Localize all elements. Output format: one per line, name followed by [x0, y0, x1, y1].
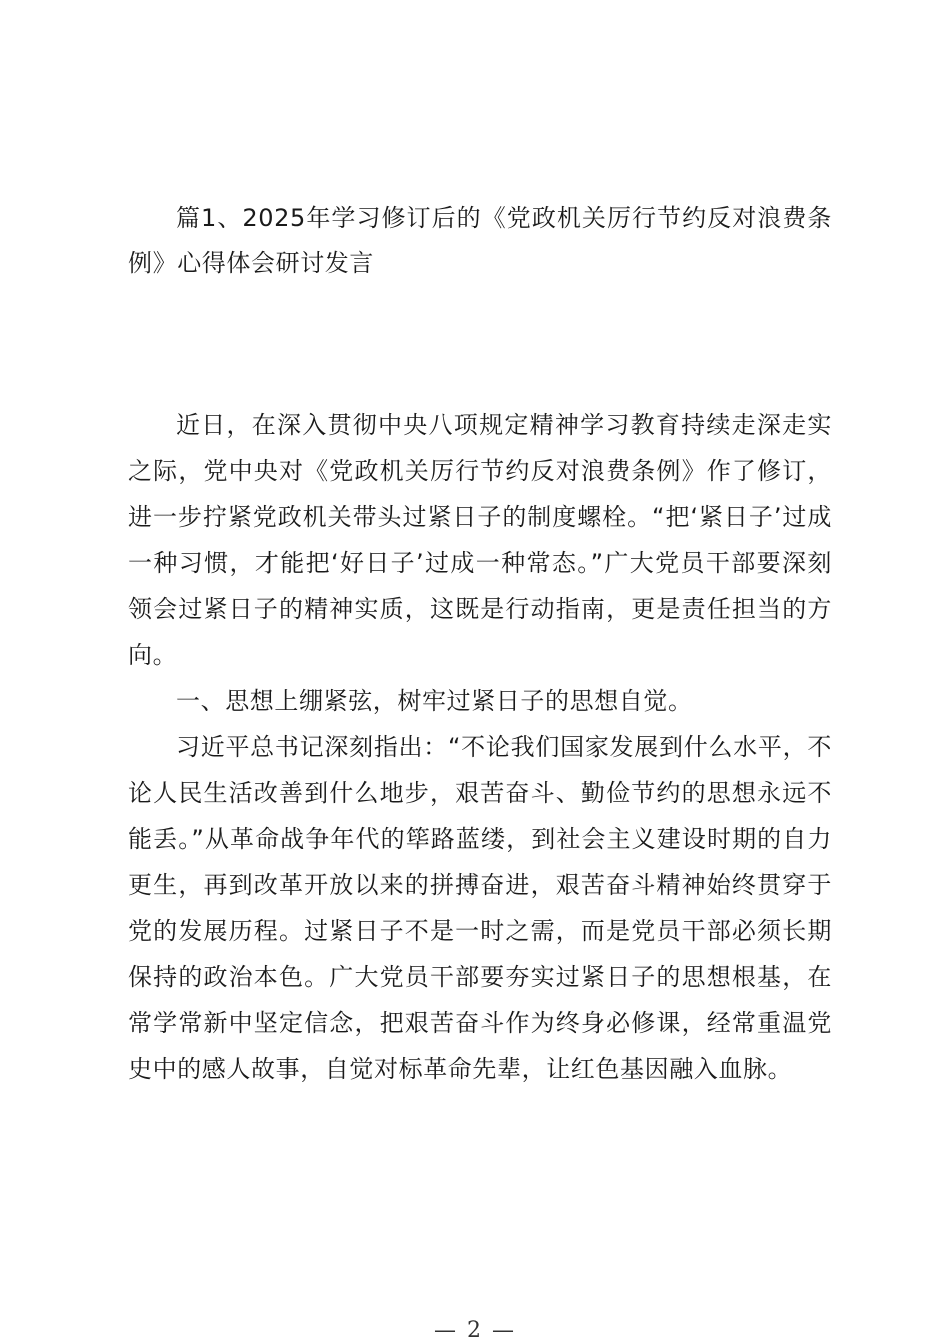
section-1-paragraph: 习近平总书记深刻指出：“不论我们国家发展到什么水平，不论人民生活改善到什么地步，艰苦奋斗、勤俭节约的思想永远不能丢。”从革命战争年代的筚路蓝缕，到社会主义建设时期的自力更生，再到改革开放以来的拼搏奋进，艰苦奋斗精神始终贯穿于党的发展历程。过紧日子不是一时之需，而是党员干部必须长期保持的政治本色。广大党员干部要夯实过紧日子的思想根基，在常学常新中坚定信念，把艰苦奋斗作为终身必修课，经常重温党史中的感人故事，自觉对标革命先辈，让红色基因融入血脉。: [128, 733, 832, 1083]
document-title: 篇1、2025年学习修订后的《党政机关厉行节约反对浪费条例》心得体会研讨发言: [128, 204, 832, 277]
intro-paragraph: 近日，在深入贯彻中央八项规定精神学习教育持续走深走实之际，党中央对《党政机关厉行节约反对浪费条例》作了修订，进一步拧紧党政机关带头过紧日子的制度螺栓。“把‘紧日子’过成一种习惯，才能把‘好日子’过成一种常态。”广大党员干部要深刻领会过紧日子的精神实质，这既是行动指南，更是责任担当的方向。: [128, 411, 832, 669]
section-heading-1: 一、思想上绷紧弦，树牢过紧日子的思想自觉。: [176, 687, 693, 715]
document-body: [128, 402, 832, 1092]
page-number: — 2 —: [434, 1318, 516, 1343]
